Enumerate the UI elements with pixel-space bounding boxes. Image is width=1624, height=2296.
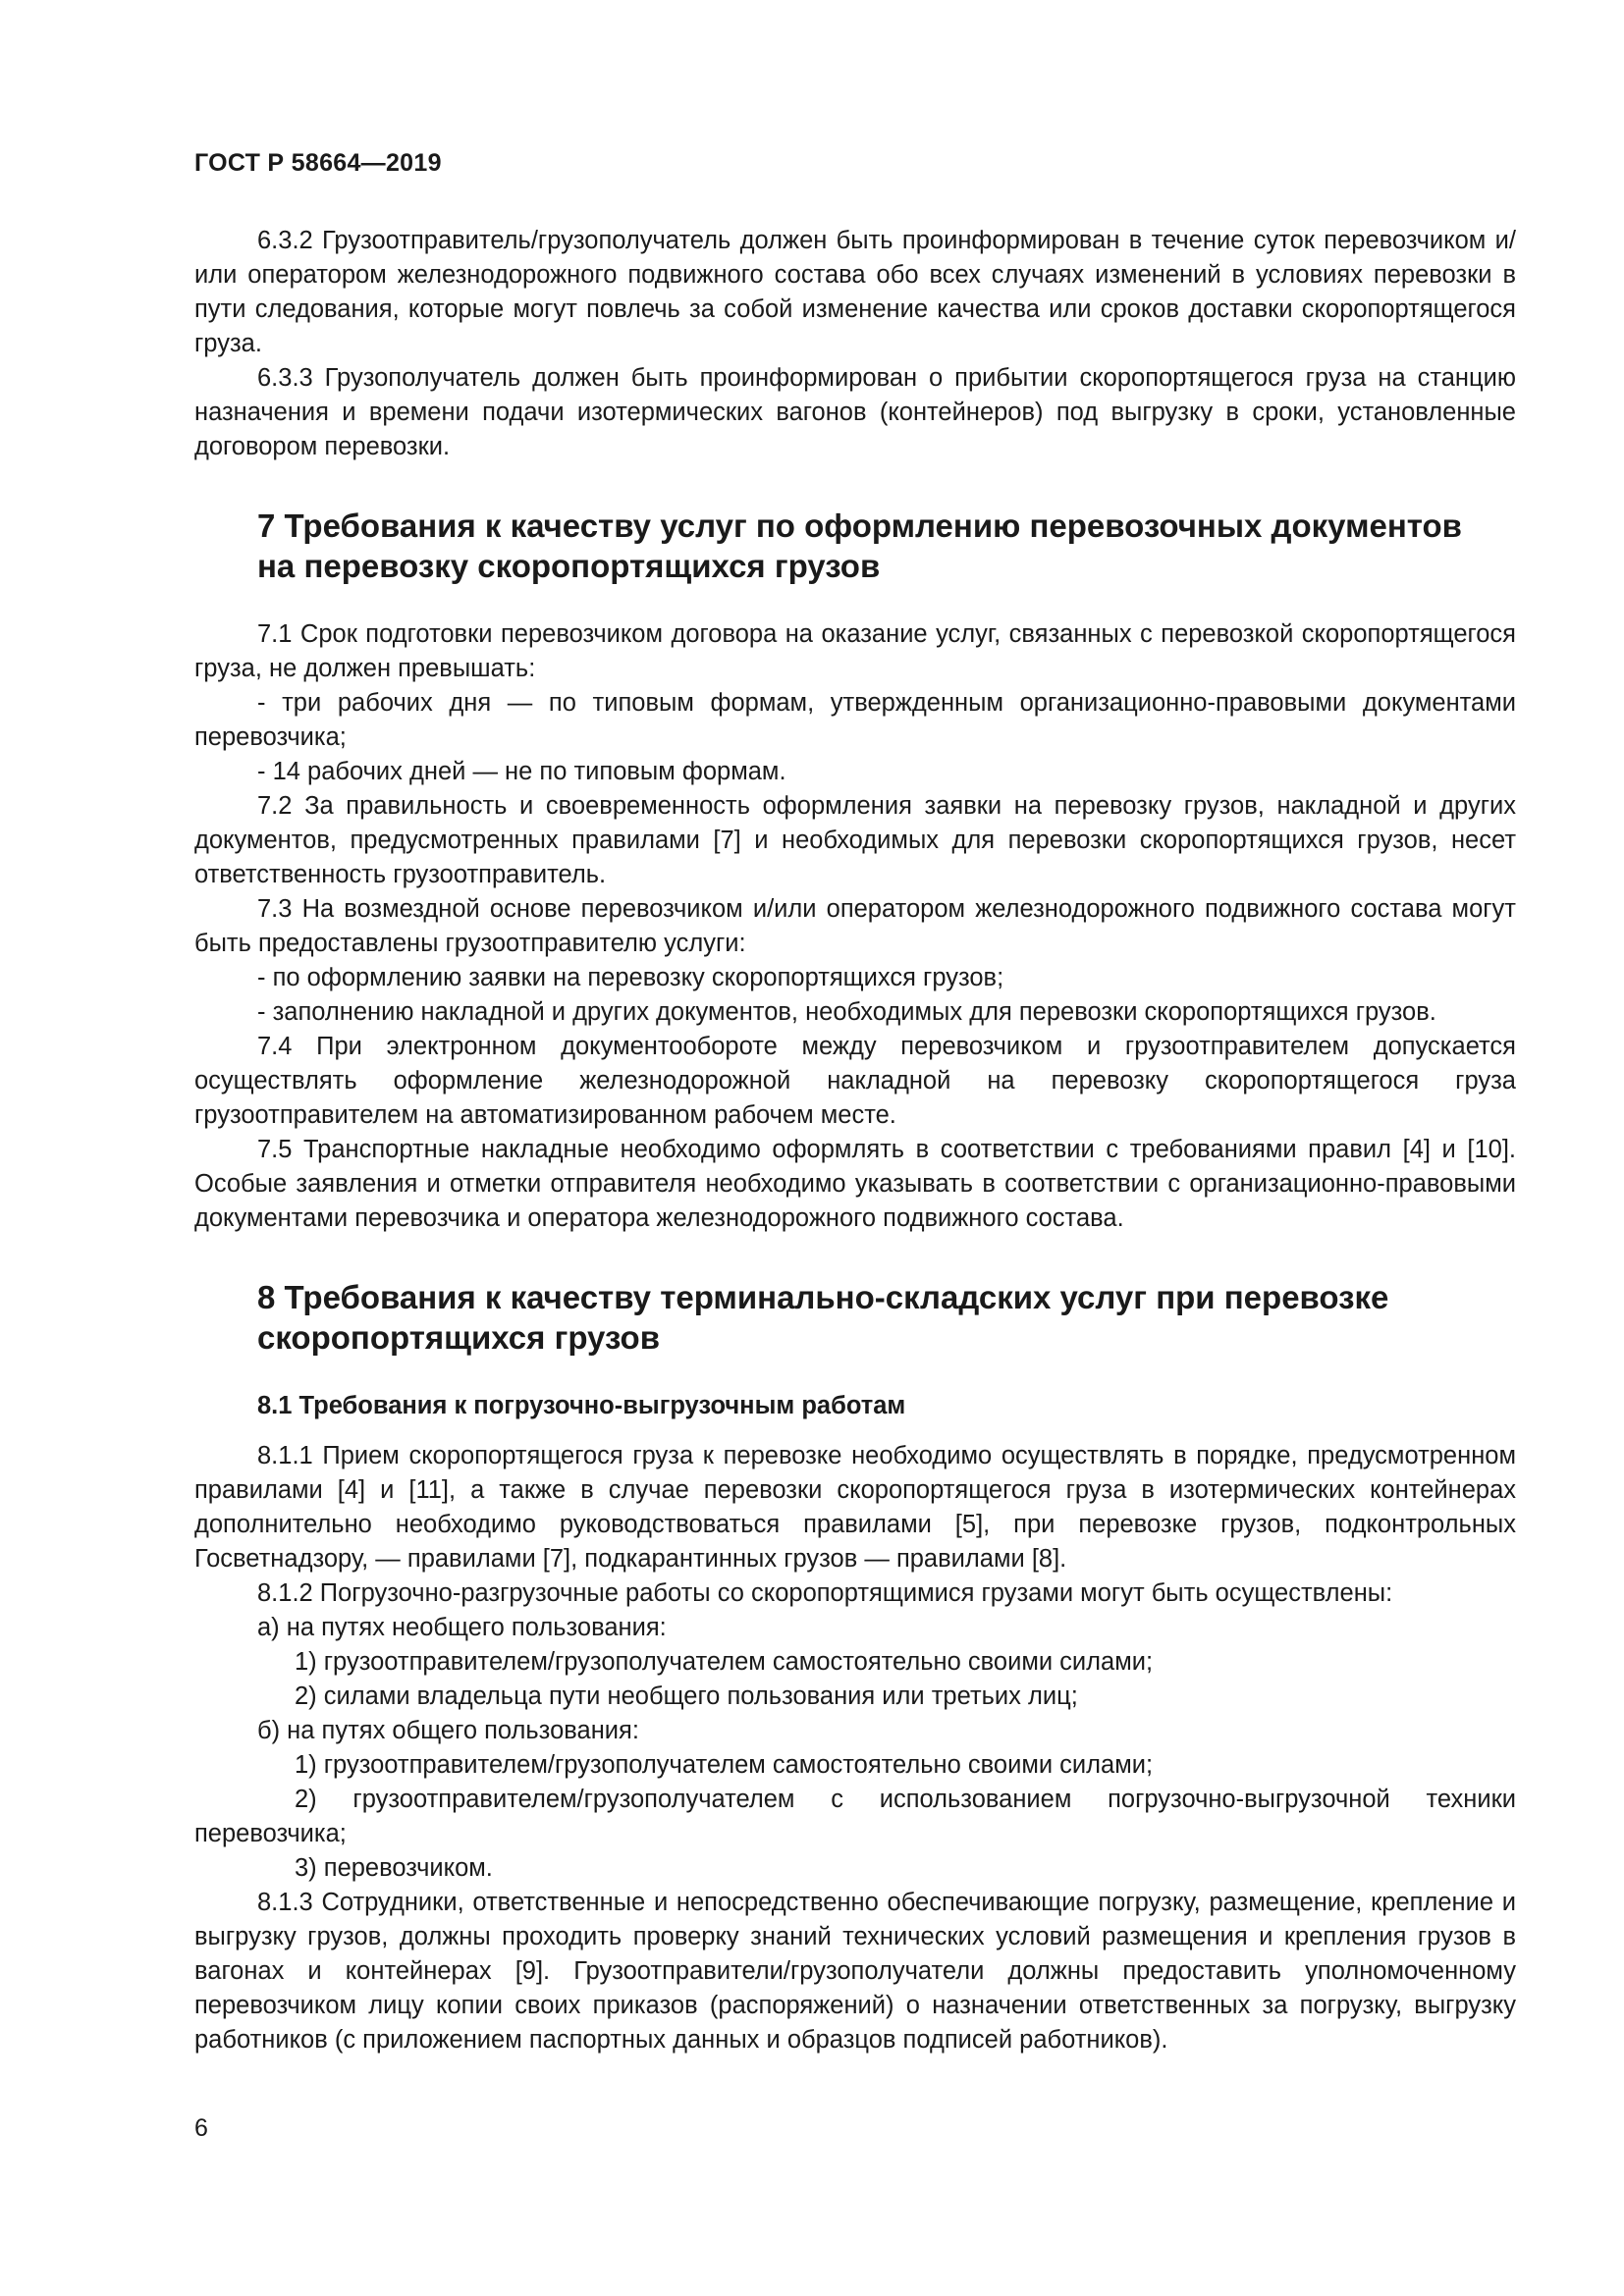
paragraph-7-2: 7.2 За правильность и своевременность оформления заявки на перевозку грузов, накладной и других документов, предусмотренных правилами [7] и необходимых для перевозки скоропортящихся грузов, несет ответственность грузоотправитель. xyxy=(194,792,1516,888)
list-item-7-3-2: - заполнению накладной и других документов, необходимых для перевозки скоропортящихся грузов. xyxy=(257,998,1436,1026)
list-item-7-1-2: - 14 рабочих дней — не по типовым формам. xyxy=(257,758,786,785)
list-item-8-1-2-b-1: 1) грузоотправителем/грузополучателем самостоятельно своими силами; xyxy=(295,1751,1154,1779)
list-item-8-1-2-a-1: 1) грузоотправителем/грузополучателем самостоятельно своими силами; xyxy=(295,1648,1154,1676)
paragraph-7-4: 7.4 При электронном документообороте между перевозчиком и грузоотправителем допускается осуществлять оформление железнодорожной накладной на перевозку скоропортящегося груза грузоотправителем на автоматизированном рабочем месте. xyxy=(194,1033,1516,1129)
paragraph-7-1: 7.1 Срок подготовки перевозчиком договора на оказание услуг, связанных с перевозкой скоропортящегося груза, не должен превышать: xyxy=(194,620,1516,682)
section-heading-7-line1: 7 Требования к качеству услуг по оформлению перевозочных документов xyxy=(257,507,1462,544)
list-item-8-1-2-b: б) на путях общего пользования: xyxy=(257,1717,639,1744)
list-item-8-1-2-b-2: 2) грузоотправителем/грузополучателем с использованием погрузочно-выгрузочной техники перевозчика; xyxy=(194,1786,1516,1847)
paragraph-8-1-3: 8.1.3 Сотрудники, ответственные и непосредственно обеспечивающие погрузку, размещение, крепление и выгрузку грузов, должны проходить проверку знаний технических условий размещения и крепления грузов в вагонах и контейнерах [9]. Грузоотправители/грузополучатели должны предоставить уполномоченному перевозчиком лицу копии своих приказов (распоряжений) о назначении ответственных за погрузку, выгрузку работников (с приложением паспортных данных и образцов подписей работников). xyxy=(194,1889,1516,2054)
page-number: 6 xyxy=(194,2114,208,2142)
list-item-7-1-1: - три рабочих дня — по типовым формам, утвержденным организационно-правовыми документами перевозчика; xyxy=(194,689,1516,751)
list-item-7-3-1: - по оформлению заявки на перевозку скоропортящихся грузов; xyxy=(257,964,1004,991)
list-item-8-1-2-b-3: 3) перевозчиком. xyxy=(295,1854,493,1882)
paragraph-6-3-3: 6.3.3 Грузополучатель должен быть проинформирован о прибытии скоропортящегося груза на станцию назначения и времени подачи изотермических вагонов (контейнеров) под выгрузку в сроки, установленные договором перевозки. xyxy=(194,364,1516,460)
paragraph-6-3-2: 6.3.2 Грузоотправитель/грузополучатель должен быть проинформирован в течение суток перевозчиком и/или оператором железнодорожного подвижного состава обо всех случаях изменений в условиях перевозки в пути следования, которые могут повлечь за собой изменение качества или сроков доставки скоропортящегося груза. xyxy=(194,227,1516,357)
document-code-header: ГОСТ Р 58664—2019 xyxy=(194,149,442,177)
document-body xyxy=(194,224,1516,2057)
paragraph-7-5: 7.5 Транспортные накладные необходимо оформлять в соответствии с требованиями правил [4] и [10]. Особые заявления и отметки отправителя необходимо указывать в соответствии с организационно-правовыми документами перевозчика и оператора железнодорожного подвижного состава. xyxy=(194,1136,1516,1232)
list-item-8-1-2-a-2: 2) силами владельца пути необщего пользования или третьих лиц; xyxy=(295,1682,1078,1710)
paragraph-8-1-2: 8.1.2 Погрузочно-разгрузочные работы со скоропортящимися грузами могут быть осуществлены: xyxy=(257,1579,1393,1607)
section-heading-8-line1: 8 Требования к качеству терминально-складских услуг при перевозке xyxy=(257,1279,1389,1315)
section-heading-8-line2: скоропортящихся грузов xyxy=(257,1319,660,1356)
paragraph-8-1-1: 8.1.1 Прием скоропортящегося груза к перевозке необходимо осуществлять в порядке, предусмотренном правилами [4] и [11], а также в случае перевозки скоропортящегося груза в изотермических контейнерах дополнительно необходимо руководствоваться правилами [5], при перевозке грузов, подконтрольных Госветнадзору, — правилами [7], подкарантинных грузов — правилами [8]. xyxy=(194,1442,1516,1573)
section-heading-8 xyxy=(194,1277,1516,1358)
subsection-heading-8-1: 8.1 Требования к погрузочно-выгрузочным работам xyxy=(257,1392,906,1419)
list-item-8-1-2-a: а) на путях необщего пользования: xyxy=(257,1614,667,1641)
section-heading-7 xyxy=(194,506,1516,586)
section-heading-7-line2: на перевозку скоропортящихся грузов xyxy=(257,548,881,584)
paragraph-7-3: 7.3 На возмездной основе перевозчиком и/или оператором железнодорожного подвижного состава могут быть предоставлены грузоотправителю услуги: xyxy=(194,895,1516,957)
